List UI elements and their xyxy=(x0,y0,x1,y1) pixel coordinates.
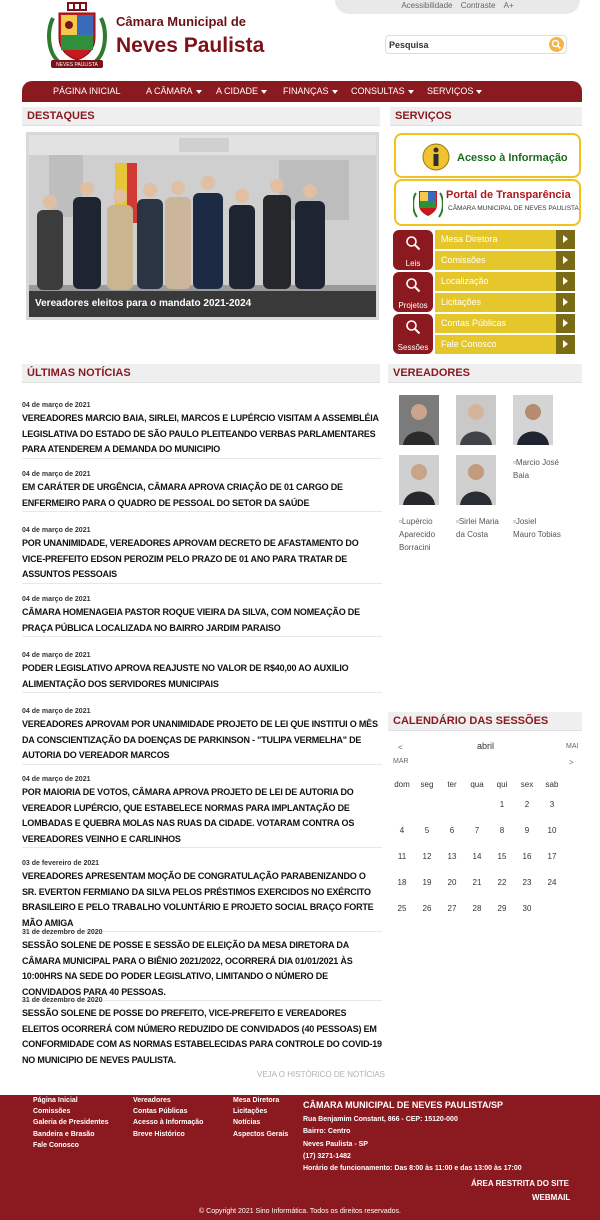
calendar-weekday: qua xyxy=(470,780,484,789)
calendar-day[interactable]: 14 xyxy=(472,852,482,861)
calendar-day[interactable]: 28 xyxy=(472,904,482,913)
footer-hours: Horário de funcionamento: Das 8:00 às 11:00 e das 13:00 às 17:00 xyxy=(303,1165,522,1172)
calendar-day[interactable]: 1 xyxy=(499,800,505,809)
chevron-right-icon xyxy=(556,230,575,249)
chevron-right-icon xyxy=(556,335,575,354)
svg-text:NEVES PAULISTA: NEVES PAULISTA xyxy=(56,62,98,68)
calendar-day[interactable]: 18 xyxy=(397,878,407,887)
brand-subtitle: Câmara Municipal de xyxy=(116,14,247,29)
footer-org-name: CÂMARA MUNICIPAL DE NEVES PAULISTA/SP xyxy=(303,1100,504,1110)
nav-servicos[interactable]: SERVIÇOS xyxy=(427,81,482,102)
portal-transparencia-sub: CÂMARA MUNICIPAL DE NEVES PAULISTA xyxy=(448,205,579,212)
nav-financas[interactable]: FINANÇAS xyxy=(283,81,338,102)
chevron-right-icon xyxy=(556,293,575,312)
calendar-day[interactable]: 9 xyxy=(524,826,530,835)
calendar-weekday: sex xyxy=(520,780,534,789)
vereadores-title: VEREADORES xyxy=(393,367,471,379)
portal-transparencia-label: Portal de Transparência xyxy=(446,189,571,201)
footer-link[interactable]: Página Inicial xyxy=(33,1097,78,1104)
news-date: 04 de março de 2021 xyxy=(22,471,91,478)
footer-link[interactable]: Contas Públicas xyxy=(133,1108,188,1115)
news-date: 03 de fevereiro de 2021 xyxy=(22,860,100,867)
calendar-day[interactable]: 29 xyxy=(497,904,507,913)
calendar-day[interactable]: 8 xyxy=(499,826,505,835)
footer-link[interactable]: Notícias xyxy=(233,1119,261,1126)
calendar-day[interactable]: 13 xyxy=(447,852,457,861)
calendar-day[interactable]: 25 xyxy=(397,904,407,913)
calendar-day[interactable]: 5 xyxy=(424,826,430,835)
calendario-title: CALENDÁRIO DAS SESSÕES xyxy=(393,715,549,727)
leis-button[interactable]: Leis xyxy=(393,230,433,270)
chevron-down-icon xyxy=(261,90,267,94)
accessibility-link[interactable]: Acessibilidade xyxy=(401,1,453,10)
calendar-day[interactable]: 16 xyxy=(522,852,532,861)
news-date: 04 de março de 2021 xyxy=(22,708,91,715)
vereador-photo[interactable] xyxy=(456,455,496,505)
news-item[interactable] xyxy=(22,652,382,693)
chevron-right-icon xyxy=(556,251,575,270)
destaques-title: DESTAQUES xyxy=(27,110,95,122)
nav-a-cidade[interactable]: A CIDADE xyxy=(216,81,267,102)
brand-title[interactable]: Neves Paulista xyxy=(116,34,265,57)
news-title[interactable]: EM CARÁTER DE URGÊNCIA, CÂMARA APROVA CRIAÇÃO DE 01 CARGO DE ENFERMEIRO PARA O QUADRO DE PESSOAL DO SETOR DA SAÚDE xyxy=(22,482,343,508)
area-restrita-link[interactable]: ÁREA RESTRITA DO SITE xyxy=(471,1179,569,1188)
search-icon xyxy=(405,235,421,251)
chevron-down-icon xyxy=(408,90,414,94)
news-title[interactable]: SESSÃO SOLENE DE POSSE DO PREFEITO, VICE-PREFEITO E VEREADORES ELEITOS OCORRERÁ COM NÚMERO REDUZIDO DE CONVIDADOS (40 PESSOAS) EM CONFORMIDADE COM AS NORMAS ESTABELECIDAS PARA CONTROLE DO COVID-19 NO MUNICIPIO DE NEVES PAULISTA. xyxy=(22,1008,382,1065)
calendar-day[interactable]: 3 xyxy=(549,800,555,809)
calendar-day[interactable]: 17 xyxy=(547,852,557,861)
news-item[interactable] xyxy=(22,708,382,765)
featured-slide[interactable] xyxy=(26,132,379,320)
footer-phone: (17) 3271-1482 xyxy=(303,1153,351,1160)
search-icon xyxy=(405,277,421,293)
person-photo xyxy=(399,455,439,505)
calendar-next-month[interactable]: MAI xyxy=(566,743,579,750)
news-history-link[interactable]: VEJA O HISTÓRICO DE NOTÍCIAS xyxy=(257,1070,386,1079)
projetos-button[interactable]: Projetos xyxy=(393,272,433,312)
link-fale-conosco[interactable]: Fale Conosco xyxy=(435,335,575,354)
broken-image-icon: ▫ xyxy=(399,517,402,526)
chevron-down-icon xyxy=(196,90,202,94)
calendar-weekday: ter xyxy=(447,780,457,789)
accessibility-bar xyxy=(335,0,580,14)
search-box xyxy=(385,35,567,54)
featured-photo xyxy=(29,135,376,317)
font-increase-link[interactable]: A+ xyxy=(503,1,514,10)
person-photo xyxy=(456,395,496,445)
news-date: 31 de dezembro de 2020 xyxy=(22,929,103,936)
broken-image-icon: ▫ xyxy=(513,517,516,526)
footer-link[interactable]: Mesa Diretora xyxy=(233,1097,280,1104)
footer-link[interactable]: Licitações xyxy=(233,1108,268,1115)
calendar-weekday: seg xyxy=(420,780,434,789)
calendar-day[interactable]: 24 xyxy=(547,878,557,887)
webmail-link[interactable]: WEBMAIL xyxy=(532,1193,571,1202)
news-item[interactable] xyxy=(22,471,382,512)
person-photo xyxy=(399,395,439,445)
calendar-day[interactable]: 11 xyxy=(397,852,407,861)
link-comissoes[interactable]: Comissões xyxy=(435,251,575,270)
vereador-photo[interactable] xyxy=(399,395,439,445)
news-title[interactable]: PODER LEGISLATIVO APROVA REAJUSTE NO VALOR DE R$40,00 AO AUXILIO ALIMENTAÇÃO DOS SERVIDORES MUNICIPAIS xyxy=(22,663,349,689)
chevron-right-icon xyxy=(556,272,575,291)
news-date: 04 de março de 2021 xyxy=(22,776,91,783)
chevron-down-icon xyxy=(476,90,482,94)
footer-address: Rua Benjamim Constant, 866 - CEP: 15120-000 xyxy=(303,1116,458,1123)
search-icon xyxy=(549,37,564,52)
calendar-day[interactable]: 23 xyxy=(522,878,532,887)
news-item[interactable] xyxy=(22,527,382,584)
footer-link[interactable]: Comissões xyxy=(33,1108,71,1115)
municipal-crest-icon xyxy=(413,185,443,221)
vereador-photo[interactable] xyxy=(456,395,496,445)
news-date: 04 de março de 2021 xyxy=(22,596,91,603)
footer-city: Neves Paulista - SP xyxy=(303,1141,368,1148)
calendar-weekday: qui xyxy=(496,780,508,789)
news-title[interactable]: SESSÃO SOLENE DE POSSE E SESSÃO DE ELEIÇÃO DA MESA DIRETORA DA CÂMARA MUNICIPAL PARA O BIÊNIO 2021/2022, OCORRERÁ DIA 01/01/2021 ÀS 10:00HRS NA SEDE DO PODER LEGISLATIVO, LIMITANDO O NÚMERO DE CONVIDADOS PARA 40 PESSOAS. xyxy=(22,940,353,997)
servicos-title: SERVIÇOS xyxy=(395,110,452,122)
nav-pagina-inicial[interactable]: PÁGINA INICIAL xyxy=(53,86,121,96)
chevron-right-icon xyxy=(556,314,575,333)
news-title[interactable]: VEREADORES APROVAM POR UNANIMIDADE PROJETO DE LEI QUE INSTITUI O MÊS DA CONSCIENTIZAÇÃO DA DOENÇAS DE PARKINSON - "TULIPA VERMELHA" DE AUTORIA DO VEREADOR MARCOS xyxy=(22,719,378,760)
calendar-day[interactable]: 20 xyxy=(447,878,457,887)
vereador-photo-alt[interactable]: ▫Sirlei Maria da Costa xyxy=(456,517,499,539)
news-item[interactable] xyxy=(22,997,382,1068)
link-localizacao[interactable]: Localização xyxy=(435,272,575,291)
link-contas-publicas[interactable]: Contas Públicas xyxy=(435,314,575,333)
info-icon xyxy=(422,140,450,174)
featured-caption: Vereadores eleitos para o mandato 2021-2024 xyxy=(29,291,376,317)
nav-consultas[interactable]: CONSULTAS xyxy=(351,81,414,102)
calendar-weekday: dom xyxy=(394,780,410,789)
person-photo xyxy=(513,395,553,445)
site-header xyxy=(0,0,600,80)
chevron-down-icon xyxy=(332,90,338,94)
vereador-photo-alt[interactable]: ▫Marcio José Baia xyxy=(513,458,559,480)
calendar-weekday: sab xyxy=(545,780,559,789)
footer-bairro: Bairro: Centro xyxy=(303,1128,351,1135)
footer-link[interactable]: Bandeira e Brasão xyxy=(33,1131,95,1138)
municipal-crest-logo[interactable] xyxy=(45,0,109,72)
nav-a-camara[interactable]: A CÂMARA xyxy=(146,81,202,102)
calendar-day[interactable]: 10 xyxy=(547,826,557,835)
calendario-header xyxy=(388,712,582,731)
footer-link[interactable]: Fale Conosco xyxy=(33,1142,79,1149)
footer-link[interactable]: Vereadores xyxy=(133,1097,171,1104)
broken-image-icon: ▫ xyxy=(456,517,459,526)
news-item[interactable] xyxy=(22,929,382,1001)
news-item[interactable] xyxy=(22,402,382,459)
vereador-photo[interactable] xyxy=(399,455,439,505)
vereador-photo[interactable] xyxy=(513,395,553,445)
calendar-day[interactable]: 26 xyxy=(422,904,432,913)
calendar-prev-month[interactable]: MAR xyxy=(393,758,409,765)
calendar-day[interactable]: 30 xyxy=(522,904,532,913)
destaques-header xyxy=(22,107,380,126)
broken-image-icon: ▫ xyxy=(513,458,516,467)
calendar-day[interactable]: 7 xyxy=(474,826,480,835)
sessions-calendar xyxy=(388,732,582,922)
news-title[interactable]: POR UNANIMIDADE, VEREADORES APROVAM DECRETO DE AFASTAMENTO DO VICE-PREFEITO EDSON PEROZIM PELO PRAZO DE 01 ANO PARA TRATAR DE ASSUNTOS PESSOAIS xyxy=(22,538,359,579)
footer-link[interactable]: Aspectos Gerais xyxy=(233,1131,289,1138)
calendar-day[interactable]: 12 xyxy=(422,852,432,861)
calendar-day[interactable]: 4 xyxy=(399,826,405,835)
noticias-header xyxy=(22,364,380,383)
news-title[interactable]: VEREADORES MARCIO BAIA, SIRLEI, MARCOS E LUPÉRCIO VISITAM A ASSEMBLÉIA LEGISLATIVA DO ESTADO DE SÃO PAULO PLEITEANDO VERBAS PARLAMENTARES PARA ATENDEREM A DEMANDA DO MUNICIPIO xyxy=(22,413,379,454)
calendar-day[interactable]: 21 xyxy=(472,878,482,887)
calendar-day[interactable]: 27 xyxy=(447,904,457,913)
link-mesa-diretora[interactable]: Mesa Diretora xyxy=(435,230,575,249)
news-title[interactable]: VEREADORES APRESENTAM MOÇÃO DE CONGRATULAÇÃO PARABENIZANDO O SR. EVERTON FERMIANO DA SILVA PELOS PRÉSTIMOS EXERCIDOS NO EXÉRCITO BRASILEIRO E PELO TRABALHO VOLUNTÁRIO E PROJETO SOCIAL BRAÇO FORTE MÃO AMIGA xyxy=(22,871,374,928)
news-title[interactable]: CÂMARA HOMENAGEIA PASTOR ROQUE VIEIRA DA SILVA, COM NOMEAÇÃO DE PRAÇA PÚBLICA LOCALIZADA NO BAIRRO JARDIM PARAISO xyxy=(22,607,360,633)
vereador-photo-alt[interactable]: ▫Lupércio Aparecido Borracini xyxy=(399,517,436,552)
link-licitacoes[interactable]: Licitações xyxy=(435,293,575,312)
noticias-title: ÚLTIMAS NOTÍCIAS xyxy=(27,367,131,379)
calendar-day[interactable]: 2 xyxy=(524,800,530,809)
acesso-informacao-label: Acesso à Informação xyxy=(457,152,568,164)
main-nav xyxy=(22,81,582,102)
portal-transparencia-banner[interactable] xyxy=(394,179,581,226)
vereador-photo-alt[interactable]: ▫Josiel Mauro Tobias xyxy=(513,517,561,539)
site-footer xyxy=(0,1095,600,1220)
news-item[interactable] xyxy=(22,776,382,848)
calendar-day[interactable]: 19 xyxy=(422,878,432,887)
news-title[interactable]: POR MAIORIA DE VOTOS, CÂMARA APROVA PROJETO DE LEI DE AUTORIA DO VEREADOR LUPÉRCIO, QUE ESTABELECE NORMAS PARA IMPLANTAÇÃO DE LOMBADAS E QUEBRA MOLAS NAS RUAS DA CIDADE. VOTARAM CONTRA OS VEREADORES VEINHO E CARLINHOS xyxy=(22,787,355,844)
calendar-next-button[interactable]: > xyxy=(569,758,574,767)
calendar-day[interactable]: 15 xyxy=(497,852,507,861)
copyright-text: © Copyright 2021 Sino Informática. Todos os direitos reservados. xyxy=(199,1208,401,1215)
contrast-link[interactable]: Contraste xyxy=(460,1,496,10)
news-date: 31 de dezembro de 2020 xyxy=(22,997,103,1004)
news-item[interactable] xyxy=(22,596,382,637)
search-button[interactable] xyxy=(549,37,564,52)
calendar-day[interactable]: 22 xyxy=(497,878,507,887)
footer-link[interactable]: Breve Histórico xyxy=(133,1131,185,1138)
sessoes-button[interactable]: Sessões xyxy=(393,314,433,354)
acesso-informacao-banner[interactable] xyxy=(394,133,581,178)
person-photo xyxy=(456,455,496,505)
vereadores-header xyxy=(388,364,582,383)
news-date: 04 de março de 2021 xyxy=(22,402,91,409)
calendar-prev-button[interactable]: < xyxy=(398,743,403,752)
servicos-header xyxy=(390,107,582,126)
news-date: 04 de março de 2021 xyxy=(22,652,91,659)
news-date: 04 de março de 2021 xyxy=(22,527,91,534)
search-icon xyxy=(405,319,421,335)
footer-link[interactable]: Acesso à Informação xyxy=(133,1119,204,1126)
news-item[interactable] xyxy=(22,860,382,932)
calendar-day[interactable]: 6 xyxy=(449,826,455,835)
search-input[interactable] xyxy=(389,38,539,52)
calendar-month-title: abril xyxy=(477,741,495,751)
footer-link[interactable]: Galeria de Presidentes xyxy=(33,1119,109,1126)
